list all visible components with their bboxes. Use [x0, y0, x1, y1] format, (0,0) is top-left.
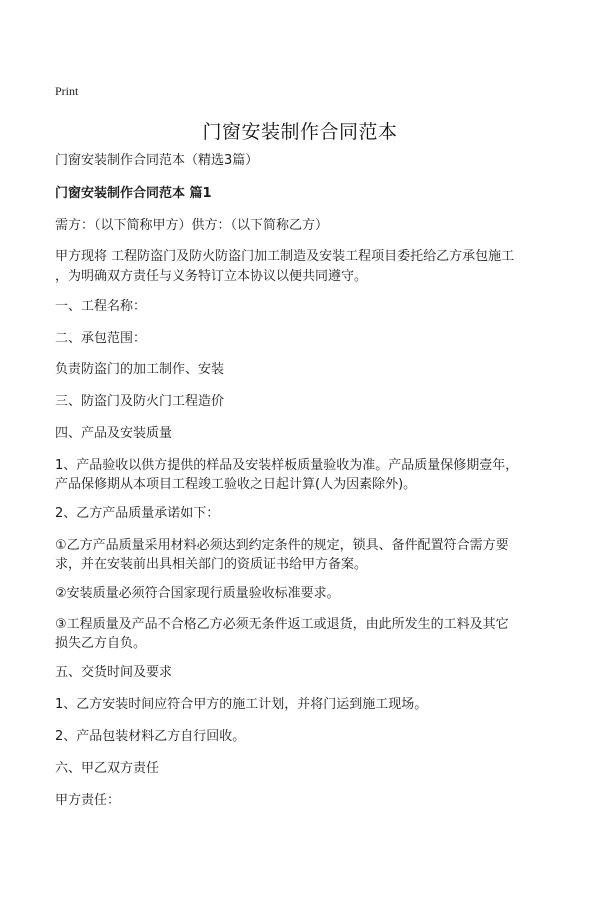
intro-line-2: ，为明确双方责任与义务特订立本协议以便共同遵守。: [55, 269, 368, 284]
clause-quality: 四、产品及安装质量: [55, 426, 173, 441]
commitment-3-line-1: ③工程质量及产品不合格乙方必须无条件返工或退货，由此所发生的工料及其它: [55, 617, 509, 632]
section-heading: 门窗安装制作合同范本 篇1: [55, 186, 212, 201]
clause-delivery: 五、交货时间及要求: [55, 665, 173, 680]
document-title: 门窗安装制作合同范本: [202, 121, 398, 143]
quality-item-2: 2、乙方产品质量承诺如下：: [55, 506, 220, 521]
commitment-1-line-1: ①乙方产品质量采用材料必须达到约定条件的规定，锁具、备件配置符合需方要: [55, 538, 509, 553]
commitment-3-line-2: 损失乙方自负。: [55, 636, 147, 651]
clause-scope: 二、承包范围：: [55, 331, 147, 346]
quality-item-1-line-2: 产品保修期从本项目工程竣工验收之日起计算(人为因素除外)。: [55, 477, 417, 492]
quality-item-1-line-1: 1、产品验收以供方提供的样品及安装样板质量验收为准。产品质量保修期壹年，: [55, 458, 519, 473]
commitment-1-line-2: 求，并在安装前出具相关部门的资质证书给甲方备案。: [55, 557, 368, 572]
document-subtitle: 门窗安装制作合同范本（精选3篇）: [55, 153, 259, 168]
clause-project-name: 一、工程名称：: [55, 299, 147, 314]
commitment-2: ②安装质量必须符合国家现行质量验收标准要求。: [55, 586, 340, 601]
clause-cost: 三、防盗门及防火门工程造价: [55, 394, 225, 409]
clause-responsibilities: 六、甲乙双方责任: [55, 761, 160, 776]
parties-line: 需方：（以下简称甲方）供方：（以下简称乙方）: [55, 218, 329, 233]
scope-detail: 负责防盗门的加工制作、安装: [55, 362, 225, 377]
delivery-item-2: 2、产品包装材料乙方自行回收。: [55, 729, 246, 744]
print-label: Print: [55, 84, 79, 98]
delivery-item-1: 1、乙方安装时间应符合甲方的施工计划，并将门运到施工现场。: [55, 697, 428, 712]
party-a-responsibility: 甲方责任：: [55, 793, 121, 808]
intro-line-1: 甲方现将 工程防盗门及防火防盗门加工制造及安装工程项目委托给乙方承包施工: [55, 249, 515, 264]
